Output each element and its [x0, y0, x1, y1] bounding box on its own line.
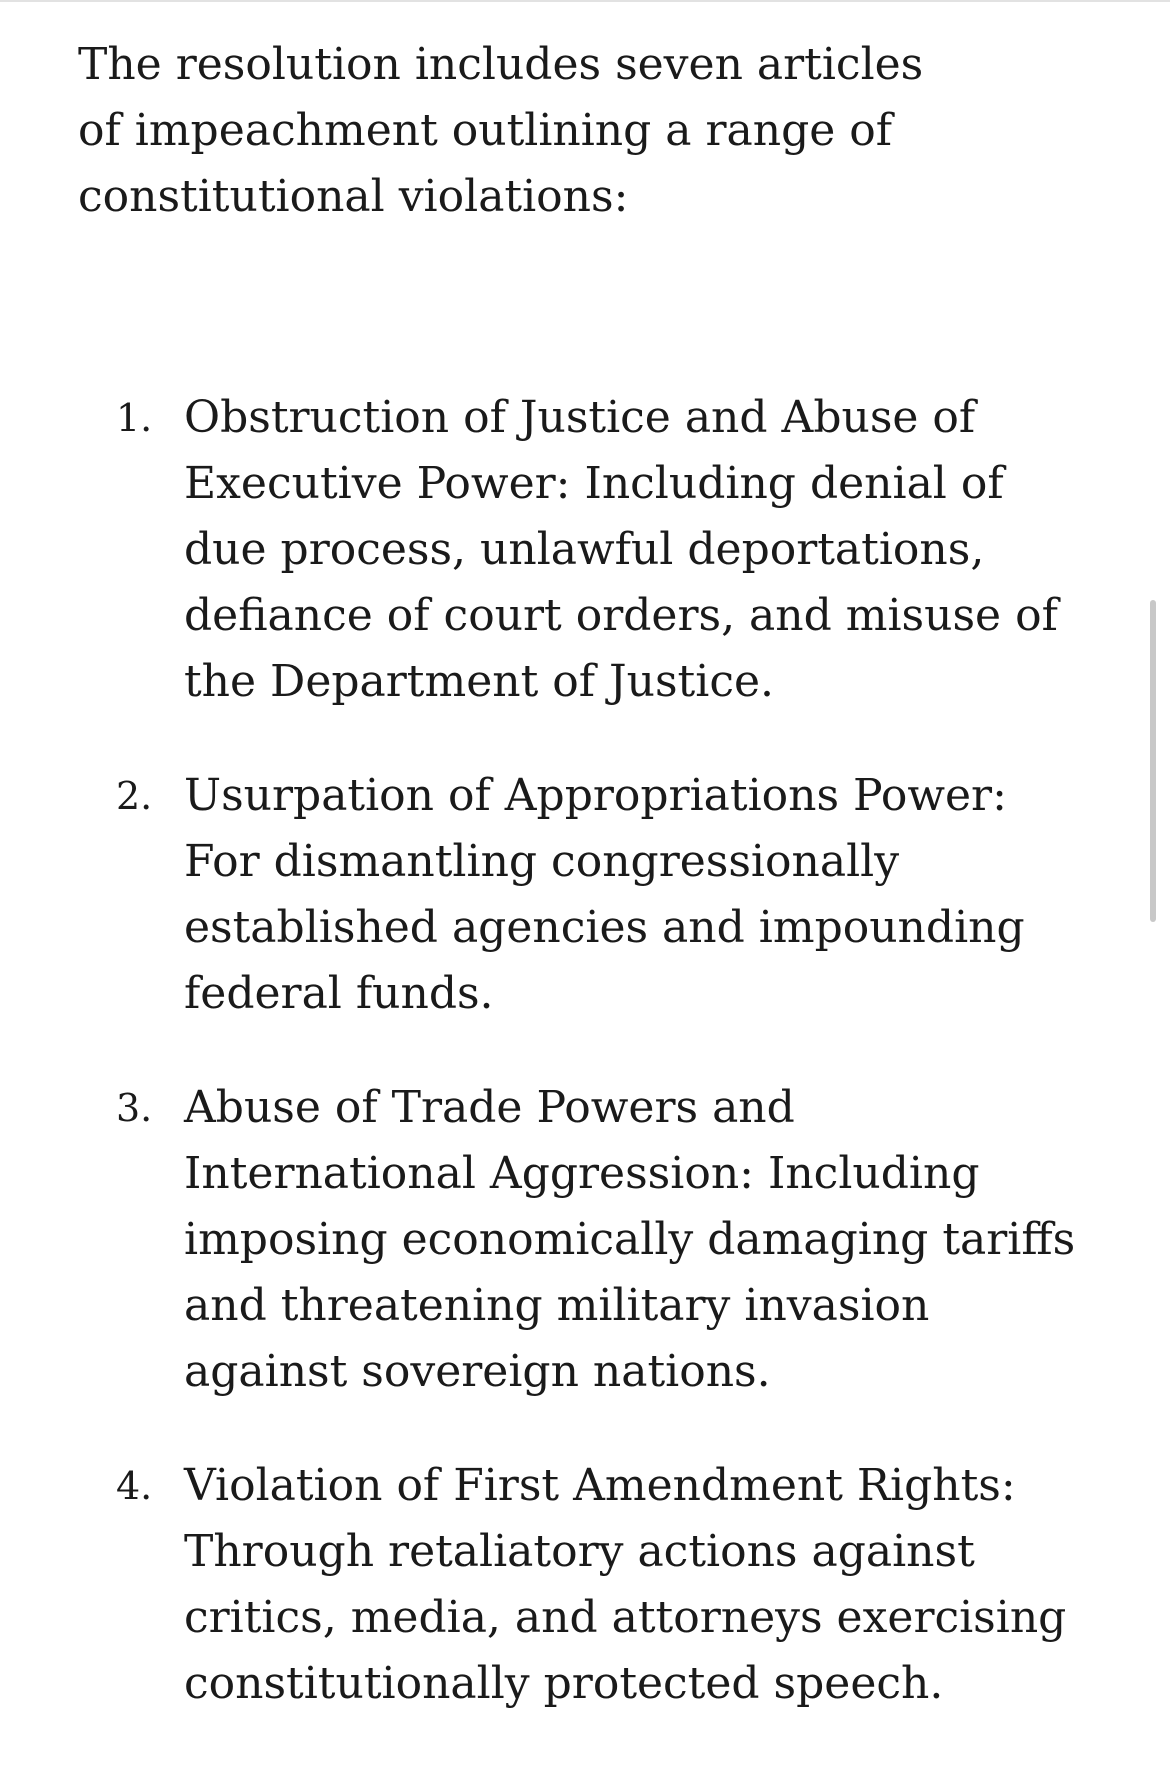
list-number: 1. [116, 396, 153, 440]
article-body [78, 32, 1098, 1709]
list-item-text: Obstruction of Justice and Abuse of Executive Power: Including denial of due process, unlawful deportations, defiance of court orders, and misuse of the Department of Justice. [184, 392, 1058, 707]
list-number: 2. [116, 774, 153, 818]
list-item [78, 1075, 1098, 1405]
scrollbar-thumb[interactable] [1150, 600, 1156, 922]
list-item-text: Violation of First Amendment Rights: Through retaliatory actions against critics, media, and attorneys exercising constitutionally protected speech. [184, 1460, 1067, 1709]
list-number: 3. [116, 1086, 153, 1130]
list-item [78, 763, 1098, 1027]
top-divider [0, 0, 1170, 2]
list-item-text: Usurpation of Appropriations Power: For dismantling congressionally established agencies and impounding federal funds. [184, 770, 1025, 1019]
list-number: 4. [116, 1464, 153, 1508]
intro-paragraph: The resolution includes seven articles of impeachment outlining a range of constitutional violations: [78, 39, 924, 222]
list-item-text: Abuse of Trade Powers and International Aggression: Including imposing economically damaging tariffs and threatening military invasion against sovereign nations. [184, 1082, 1076, 1397]
list-item [78, 1453, 1098, 1717]
violations-list [78, 385, 1098, 1765]
list-item [78, 385, 1098, 715]
